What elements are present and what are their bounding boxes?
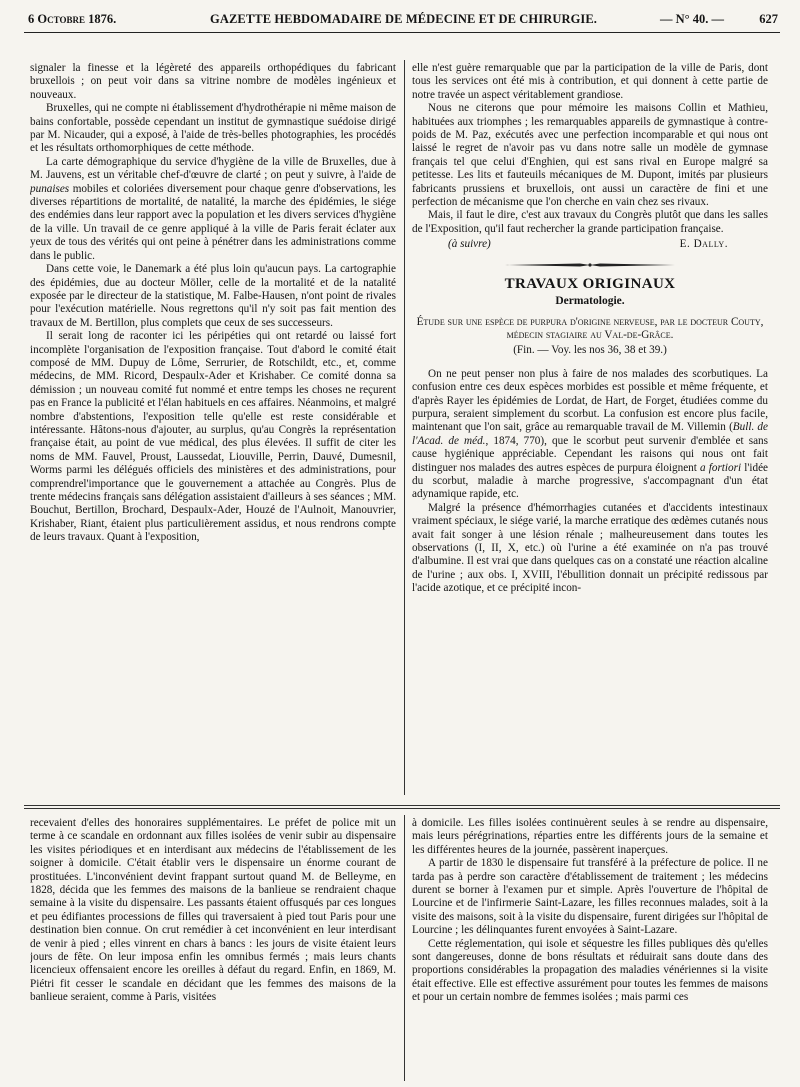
feuilleton-separator <box>24 805 780 809</box>
paragraph: Bruxelles, qui ne compte ni établissement d'hydrothérapie ni même maison de bains confortable, possède cependant un institut de gymnastique suédoise dirigé par M. Nicauder, qui a exposé, à l'aide de très-belles photographies, les procédés et les résultats orthomorphiques de cette méthode. <box>30 102 396 155</box>
column-divider-top <box>404 60 405 795</box>
paragraph: Dans cette voie, le Danemark a été plus loin qu'aucun pays. La cartographie des épidémies, due au docteur Möller, celle de la mortalité et de la natalité exposée par le directeur de la statistique, M. Falbe-Hausen, n'ont point de rivales pour l'exécution matérielle. Nous regrettons qu'il n'y soit pas fait mention des travaux de M. Bertillon, plus complets que ceux de ses successeurs. <box>30 263 396 329</box>
running-header <box>24 6 780 33</box>
paragraph: A partir de 1830 le dispensaire fut transféré à la préfecture de police. Il ne tarda pas à perdre son caractère d'établissement de traitement ; les médecins durent se borner à l'examen pur et simple. Après l'ouverture de l'hôpital de Lourcine et de l'infirmerie Saint-Lazare, les filles reconnues malades, soit à la visite des maisons, soit à la visite du dispensaire, furent dirigées sur l'hôpital de Lourcine ; les délinquantes furent envoyées à Saint-Lazare. <box>412 857 768 937</box>
paragraph: Nous ne citerons que pour mémoire les maisons Collin et Mathieu, habituées aux triomphes ; les remarquables appareils de gymnastique à contre-poids de M. Paz, exécutés avec une perfection incomparable et qui nous ont laissé le regret de n'avoir pas vu dans notre salle un modèle de gymnase français tel que celui d'Enghien, qui est sans rival en Europe malgré sa petitesse. Les lits et fauteuils mécaniques de M. Dupont, imités par plusieurs fabricants prussiens et bruxellois, ont aussi un caractère de fini et une perfection de mécanisme que l'on cherche en vain chez ses rivaux. <box>412 102 768 209</box>
paragraph: à domicile. Les filles isolées continuèrent seules à se rendre au dispensaire, mais leurs pérégrinations, réparties entre les différents jours de la semaine et les différentes heures de la journée, passèrent inaperçues. <box>412 817 768 856</box>
paragraph: recevaient d'elles des honoraires supplémentaires. Le préfet de police mit un terme à ce scandale en ordonnant aux filles isolées de venir subir au dispensaire les visites périodiques et en interdisant aux médecins de l'établissement de les soigner à domicile. C'était établir vers le dispensaire un énorme courant de prostituées. L'inconvénient devint frappant surtout quand M. de Belleyme, en 1828, décida que les femmes des maisons de la banlieue se rendraient chaque semaine à la visite du dispensaire. Les passants étaient offusqués par ces longues et peu édifiantes processions de filles qui traversaient à pied tout Paris pour une destination bien connue. On crut remédier à cet inconvénient en leur interdisant de venir à pied ; elles vinrent en chars à bancs : les jours de visite étaient leurs jours de fête. On leur imposa enfin les omnibus fermés ; mais leurs chants licencieux offensaient encore les oreilles à défaut du regard. Enfin, en 1869, M. Piétri fit cesser le scandale en décidant que les femmes des maisons de la banlieue seraient, comme à Paris, visitées <box>30 817 396 1004</box>
paragraph: Cette réglementation, qui isole et séquestre les filles publiques dès qu'elles sont dangereuses, donne de bons résultats et réduirait sans doute dans des proportions considérables la propagation des maladies vénériennes si la visite était effective. Elle est effective assurément pour toutes les femmes de maisons et pour un certain nombre de femmes isolées ; mais parmi ces <box>412 937 768 1004</box>
column-left-bottom <box>30 817 396 1079</box>
column-divider-bottom <box>404 815 405 1081</box>
paragraph: On ne peut penser non plus à faire de nos malades des scorbutiques. La confusion entre ces deux espèces morbides est possible et même fréquente, et d'après Rayer les épidémies de Lordat, de Hart, de Forget, étudiées comme du purpura, seraient simplement du scorbut. La confusion est encore plus facile, maintenant que l'on sait, grâce au remarquable travail de M. Villemin (Bull. de l'Acad. de méd., 1874, 770), que le scorbut peut survenir d'emblée et sans cause hygiénique appréciable. Cependant les raisons qui nous ont fait distinguer nos malades des autres espèces de purpura éloignent a fortiori l'idée du scorbut, maladie à marche progressive, s'accompagnant d'un état adynamique rapide, etc. <box>412 367 768 501</box>
section-heading: TRAVAUX ORIGINAUX <box>504 275 676 292</box>
paragraph: Malgré la présence d'hémorrhagies cutanées et d'accidents intestinaux vraiment spéciaux, le siége varié, la marche erratique des œdèmes cutanés nous avait fait songer à une lésion rénale ; malheureusement dans toutes les observations (I, II, X, etc.) où l'urine a été examinée on n'a pas trouvé d'albumine. Il est vrai que dans quelques cas on a constaté une réaction alcaline de l'urine ; aux obs. I, XVIII, l'ébullition donnait un précipité redissous par l'acide azotique, et ce précipité incon- <box>412 501 768 595</box>
ornamental-rule <box>505 262 675 268</box>
paragraph: Il serait long de raconter ici les péripéties qui ont retardé ou laissé fort incomplète l'organisation de l'exposition française. Tout d'abord le comité était composé de MM. Dupuy de Lôme, Serrurier, de Rotschildt, etc., et, comme médecins, de MM. Ricord, Despaulx-Ader et Krishaber. Ce comité donna sa démission ; un nouveau comité fut nommé et entre temps les choses ne reçurent pas en France la publicité et l'élan habituels en ces affaires. Néanmoins, et malgré nombre d'abstentions, l'exposition telle qu'elle est reste considérable et intéressante. Hâtons-nous d'ajouter, au surplus, qu'au Congrès la représentation française était, au point de vue médical, des plus élevées. Il suffit de citer les noms de MM. Fauvel, Proust, Laussedat, Liouville, Perrin, Dauvé, Dumesnil, Worms parmi les délégués officiels des ministères et des administrations, pour comprendrel'importance que le gouvernement a attachée au Congrès. Plus de trente médecins français sans délégation assistaient d'ailleurs à ses séances ; MM. Bouchut, Bertillon, Brochard, Despaulx-Ader, Houzé de l'Aulnoit, Manouvrier, Krishaber, Riant, étaient plus particulièrement assidus, et nous rendrons compte de leurs travaux. Quant à l'exposition, <box>30 330 396 544</box>
issue-number: — N° 40. — <box>660 12 725 26</box>
issue-date: 6 Octobre 1876. <box>28 12 117 26</box>
column-right-top <box>412 62 768 794</box>
article-title: Étude sur une espèce de purpura d'origine nerveuse, par le docteur Couty, médecin stagiaire au Val-de-Grâce. <box>416 315 764 341</box>
page-number: 627 <box>759 12 778 26</box>
column-left-top <box>30 62 396 794</box>
continuation-note: (Fin. — Voy. les nos 36, 38 et 39.) <box>513 344 667 357</box>
to-be-continued: (à suivre) <box>448 238 491 251</box>
author-signature: E. Dally. <box>679 238 728 251</box>
journal-title: GAZETTE HEBDOMADAIRE DE MÉDECINE ET DE CHIRURGIE. <box>210 12 598 26</box>
column-right-bottom <box>412 817 768 1079</box>
paragraph: elle n'est guère remarquable que par la participation de la ville de Paris, dont tous les services ont été mis à contribution, et qui donnent à cette partie de notre travée un aspect véritablement grandiose. <box>412 62 768 101</box>
paragraph: Mais, il faut le dire, c'est aux travaux du Congrès plutôt que dans les salles de l'Exposition, qu'il faut rechercher la grande participation française. <box>412 209 768 235</box>
paragraph: signaler la finesse et la légèreté des appareils orthopédiques du fabricant bruxellois ; on peut voir dans sa vitrine nombre de modèles ingénieux et nouveaux. <box>30 62 396 101</box>
paragraph: La carte démographique du service d'hygiène de la ville de Bruxelles, due à M. Jauvens, est un véritable chef-d'œuvre de clarté ; on peut y suivre, à l'aide de punaises mobiles et coloriées diversement pour chaque genre d'observations, les diverses répartitions de mortalité, de natalité, la marche des épidémies, le siége des endémies dans leur rapport avec la population et les divers services d'hygiène de la ville. Un travail de ce genre appliqué à la ville de Paris ferait éclater aux yeux de tous des vérités qui ont peine à pénétrer dans les administrations comme dans le public. <box>30 155 396 262</box>
subsection-heading: Dermatologie. <box>555 295 625 308</box>
article-signoff <box>412 236 768 253</box>
